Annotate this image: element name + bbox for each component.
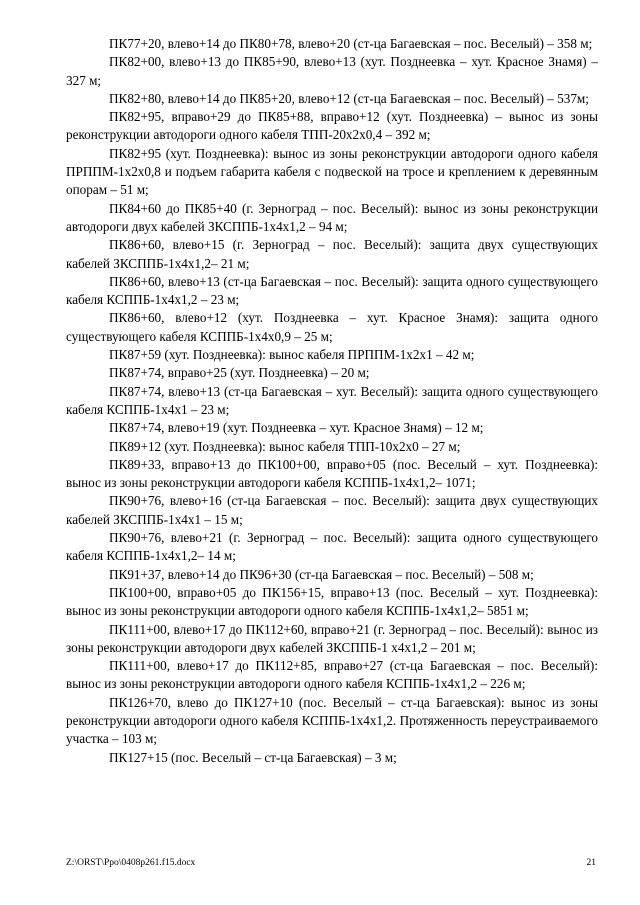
paragraph: ПК82+00, влево+13 до ПК85+90, влево+13 (хут. Позднеевка – хут. Красное Знамя) – 327 м; bbox=[66, 54, 598, 88]
paragraph: ПК111+00, влево+17 до ПК112+60, вправо+21 (г. Зерноград – пос. Веселый): вынос из зоны реконструкции автодороги двух кабелей ЗКСППБ-1 х4х1,2 – 201 м; bbox=[66, 621, 598, 655]
paragraph: ПК82+95 (хут. Позднеевка): вынос из зоны реконструкции автодороги одного кабеля ПРППМ-1х2х0,8 и подъем габарита кабеля с подвеской на тросе и креплением к деревянным опорам – 51 м; bbox=[66, 145, 598, 198]
page-number: 21 bbox=[586, 858, 596, 868]
paragraph: ПК87+74, вправо+25 (хут. Позднеевка) – 20 м; bbox=[109, 365, 370, 381]
paragraph: ПК86+60, влево+13 (ст-ца Багаевская – пос. Веселый): защита одного существующего кабеля КСППБ-1х4х1,2 – 23 м; bbox=[66, 273, 598, 308]
paragraph: ПК100+00, вправо+05 до ПК156+15, вправо+13 (пос. Веселый – хут. Позднеевка): вынос из зоны реконструкции автодороги одного кабеля КСППБ-1х4х1,2– 5851 м; bbox=[66, 584, 598, 619]
paragraph: ПК84+60 до ПК85+40 (г. Зерноград – пос. Веселый): вынос из зоны реконструкции автодороги двух кабелей ЗКСППБ-1х4х1,2 – 94 м; bbox=[66, 200, 598, 234]
paragraph: ПК90+76, влево+21 (г. Зерноград – пос. Веселый): защита одного существующего кабеля КСППБ-1х4х1,2– 14 м; bbox=[66, 530, 598, 564]
paragraph: ПК91+37, влево+14 до ПК96+30 (ст-ца Багаевская – пос. Веселый) – 508 м; bbox=[109, 566, 534, 582]
paragraph: ПК87+59 (хут. Позднеевка): вынос кабеля ПРППМ-1х2х1 – 42 м; bbox=[109, 347, 475, 363]
paragraph: ПК126+70, влево до ПК127+10 (пос. Веселый – ст-ца Багаевская): вынос из зоны реконструкции автодороги одного кабеля КСППБ-1х4х1,2. Протяженность переустраиваемого участка – 103 м; bbox=[66, 694, 598, 747]
paragraph: ПК89+12 (хут. Позднеевка): вынос кабеля ТПП-10х2х0 – 27 м; bbox=[109, 438, 461, 454]
paragraph: ПК87+74, влево+13 (ст-ца Багаевская – хут. Веселый): защита одного существующего кабеля КСППБ-1х4х1 – 23 м; bbox=[66, 383, 598, 417]
paragraph: ПК89+33, вправо+13 до ПК100+00, вправо+05 (пос. Веселый – хут. Позднеевка): вынос из зоны реконструкции автодороги кабеля КСППБ-1х4х1,2– 1071; bbox=[66, 456, 598, 491]
paragraph: ПК111+00, влево+17 до ПК112+85, вправо+27 (ст-ца Багаевская – пос. Веселый): вынос из зоны реконструкции автодороги одного кабеля КСППБ-1х4х1,2 – 226 м; bbox=[66, 658, 598, 692]
paragraph: ПК77+20, влево+14 до ПК80+78, влево+20 (ст-ца Багаевская – пос. Веселый) – 358 м; bbox=[109, 36, 593, 51]
paragraph: ПК87+74, влево+19 (хут. Позднеевка – хут. Красное Знамя) – 12 м; bbox=[109, 420, 484, 436]
document-body bbox=[66, 35, 598, 767]
paragraph: ПК86+60, влево+12 (хут. Позднеевка – хут. Красное Знамя): защита одного существующего кабеля КСППБ-1х4х0,9 – 25 м; bbox=[66, 310, 598, 344]
paragraph: ПК127+15 (пос. Веселый – ст-ца Багаевская) – 3 м; bbox=[109, 749, 397, 765]
paragraph: ПК82+80, влево+14 до ПК85+20, влево+12 (ст-ца Багаевская – пос. Веселый) – 537м; bbox=[109, 90, 589, 106]
paragraph: ПК90+76, влево+16 (ст-ца Багаевская – пос. Веселый): защита двух существующих кабелей ЗКСППБ-1х4х1 – 15 м; bbox=[66, 493, 598, 527]
paragraph: ПК86+60, влево+15 (г. Зерноград – пос. Веселый): защита двух существующих кабелей ЗКСППБ-1х4х1,2– 21 м; bbox=[66, 237, 598, 271]
paragraph: ПК82+95, вправо+29 до ПК85+88, вправо+12 (хут. Позднеевка) – вынос из зоны реконструкции автодороги одного кабеля ТПП-20х2х0,4 – 392 м; bbox=[66, 109, 598, 143]
footer-file-path: Z:\ORST\Ppo\0408p261.f15.docx bbox=[66, 858, 196, 868]
